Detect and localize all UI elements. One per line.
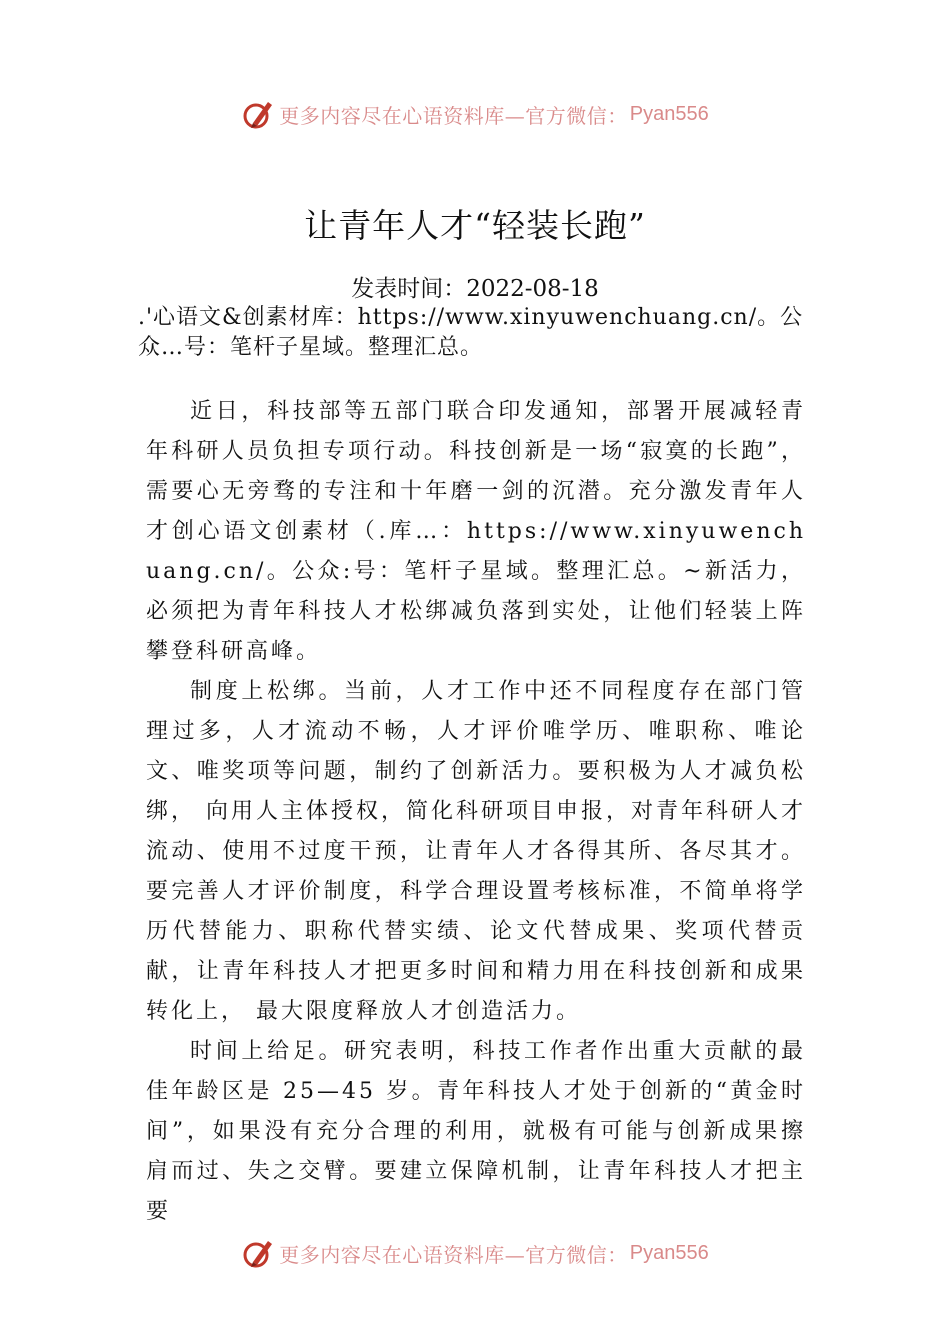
pen-logo-icon bbox=[241, 1236, 275, 1270]
source-note: .'心语文&创素材库：https://www.xinyuwenchuang.cn/。公众…号：笔杆子星域。整理汇总。 bbox=[138, 305, 804, 360]
banner-wechat-id: Pyan556 bbox=[629, 1241, 709, 1264]
banner-wechat-id: Pyan556 bbox=[629, 102, 709, 125]
banner-text: 更多内容尽在心语资料库—官方微信： bbox=[279, 103, 628, 128]
pen-logo-icon bbox=[241, 97, 275, 131]
article-body bbox=[146, 392, 806, 1232]
banner-text: 更多内容尽在心语资料库—官方微信： bbox=[279, 1242, 628, 1267]
article-title: 让青年人才“轻装长跑” bbox=[304, 206, 646, 245]
paragraph-3: 时间上给足。研究表明，科技工作者作出重大贡献的最佳年龄区是 25—45 岁。青年科技人才处于创新的“黄金时间”，如果没有充分合理的利用，就极有可能与创新成果擦肩而过、失之交臂。要建立保障机制，让青年科技人才把主要 bbox=[146, 1039, 806, 1224]
header-banner bbox=[0, 94, 950, 134]
footer-banner bbox=[0, 1233, 950, 1273]
paragraph-2: 制度上松绑。当前，人才工作中还不同程度存在部门管理过多，人才流动不畅，人才评价唯学历、唯职称、唯论文、唯奖项等问题，制约了创新活力。要积极为人才减负松绑， 向用人主体授权，简化科研项目申报，对青年科研人才流动、使用不过度干预，让青年人才各得其所、各尽其才。要完善人才评价制度，科学合理设置考核标准，不简单将学历代替能力、职称代替实绩、论文代替成果、奖项代替贡献，让青年科技人才把更多时间和精力用在科技创新和成果转化上， 最大限度释放人才创造活力。 bbox=[146, 679, 806, 1024]
paragraph-1: 近日，科技部等五部门联合印发通知，部署开展减轻青年科研人员负担专项行动。科技创新是一场“寂寞的长跑”，需要心无旁骛的专注和十年磨一剑的沉潜。充分激发青年人才创心语文创素材（.库…：https://www.xinyuwenchuang.cn/。公众:号：笔杆子星域。整理汇总。~新活力，必须把为青年科技人才松绑减负落到实处，让他们轻装上阵攀登科研高峰。 bbox=[146, 399, 806, 664]
publish-date: 发表时间：2022-08-18 bbox=[351, 276, 599, 302]
